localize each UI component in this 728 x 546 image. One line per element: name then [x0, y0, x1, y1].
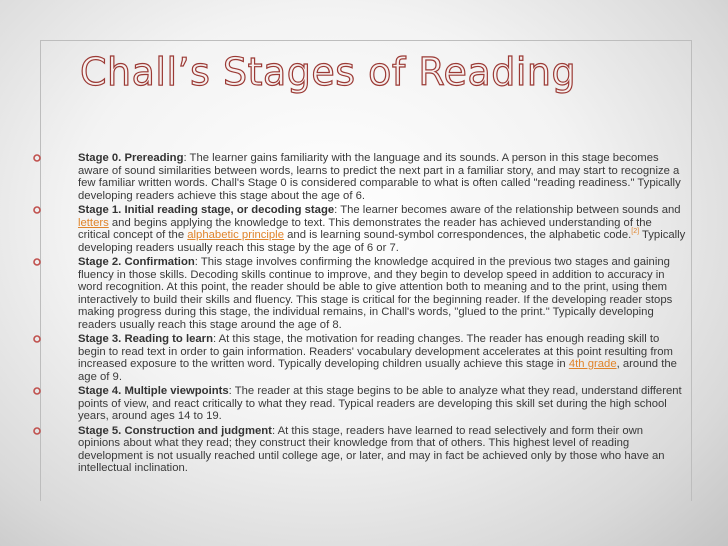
stage-description: : At this stage, readers have learned to read selectively and form their own opinions about what they read; they construct their knowledge from that of others. This highest level of reading development is not usually reached until college age, or later, and may in fact be achieved only by those who have an intellectual inclination. — [78, 424, 665, 474]
stage-item-2 — [78, 256, 686, 331]
stage-name: Stage 2. Confirmation — [78, 256, 195, 268]
stage-description: : The learner gains familiarity with the language and its sounds. A person in this stage becomes aware of sound similarities between words, learns to predict the next part in a familiar story, and may start to recognize a few familiar written words. Chall's Stage 0 is considered comparable to what is often called "reading readiness." Typically developing readers achieve this stage about the age of 6. — [78, 152, 681, 202]
stage-description: Typically developing readers usually reach this stage by the age of 6 or 7. — [78, 229, 686, 254]
hollow-circle-bullet-icon — [33, 206, 41, 214]
stage-name: Stage 4. Multiple viewpoints — [78, 385, 229, 397]
stage-description: , around the age of 9. — [78, 358, 677, 383]
stage-name: Stage 1. Initial reading stage, or decoding stage — [78, 204, 335, 216]
stage-item-4 — [78, 385, 686, 423]
stage-description: : At this stage, the motivation for reading changes. The reader has enough reading skill to begin to read text in order to gain information. Readers' vocabulary development accelerates at this point resulting from increased exposure to the written word. Typically developing children usually achieve this stage in — [78, 333, 673, 370]
stage-name: Stage 5. Construction and judgment — [78, 424, 272, 437]
stage-list — [78, 152, 686, 477]
stage-description: and is learning sound-symbol correspondences, the alphabetic code. — [283, 229, 632, 241]
hollow-circle-bullet-icon — [33, 427, 41, 435]
stage-description: and begins applying the knowledge to text. This demonstrates the reader has achieved understanding of the critical concept of the — [78, 216, 652, 241]
hollow-circle-bullet-icon — [33, 258, 41, 266]
hollow-circle-bullet-icon — [33, 335, 41, 343]
stage-item-0 — [78, 152, 686, 202]
link-4th-grade[interactable]: 4th grade — [568, 358, 617, 370]
hollow-circle-bullet-icon — [33, 154, 41, 162]
stage-item-3 — [78, 333, 686, 383]
stage-description: : The reader at this stage begins to be able to analyze what they read, understand different points of view, and react critically to what they read. Typical readers are developing this skill set during the high school years, around ages 14 to 19. — [78, 385, 682, 422]
stage-description: : This stage involves confirming the knowledge acquired in the previous two stages and gaining fluency in those skills. Decoding skills continue to improve, and they begin to develop speed in addition to accuracy in word recognition. At this point, the reader should be able to give attention both to meaning and to the print, using them interactively to build their skills and fluency. This stage is critical for the beginning reader. If the developing reader stops making progress during this stage, the individual remains, in Chall's words, "glued to the print." Typically developing readers usually reach this stage around the age of 8. — [78, 256, 673, 331]
link-alphabetic-principle[interactable]: alphabetic principle — [187, 229, 284, 241]
stage-item-1 — [78, 204, 686, 254]
stage-item-5 — [78, 425, 686, 475]
slide-title: Chall’s Stages of Reading — [80, 50, 577, 94]
link-letters[interactable]: letters — [78, 216, 109, 229]
stage-description: : The learner becomes aware of the relationship between sounds and — [334, 204, 681, 216]
citation-link[interactable]: [2] — [631, 228, 640, 236]
stage-name: Stage 3. Reading to learn — [78, 333, 213, 345]
hollow-circle-bullet-icon — [33, 387, 41, 395]
stage-name: Stage 0. Prereading — [78, 152, 184, 164]
